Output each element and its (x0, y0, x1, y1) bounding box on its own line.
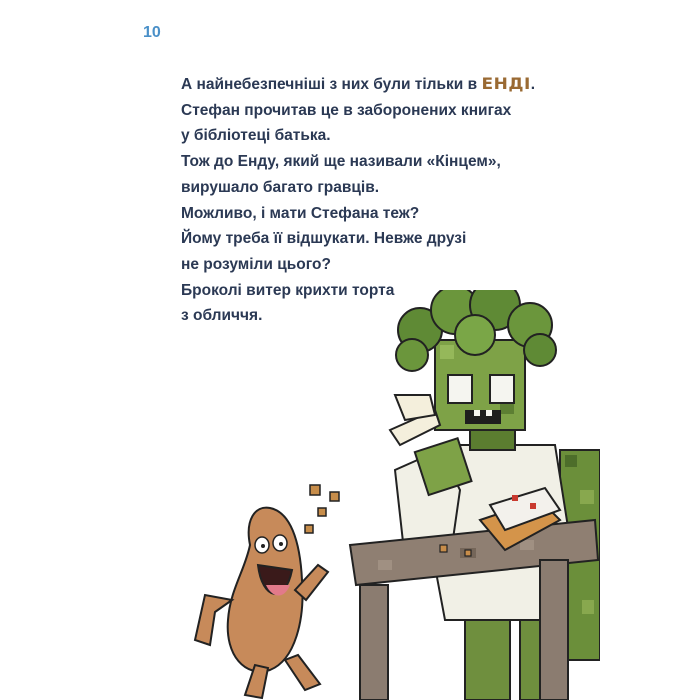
text-line-3: у бібліотеці батька. (181, 127, 331, 145)
illustration (170, 290, 600, 700)
text-line-1-end: . (530, 76, 536, 93)
text-line-4: Тож до Енду, який ще називали «Кінцем», (181, 153, 501, 171)
text-line-8: не розуміли цього? (181, 255, 331, 273)
page-number: 10 (143, 24, 161, 41)
potato-character (195, 508, 328, 698)
end-highlight-word: ЕНДІ (481, 74, 531, 94)
text-line-1 (181, 72, 541, 98)
text-line-6: Можливо, і мати Стефана теж? (181, 204, 420, 222)
text-line-7: Йому треба її відшукати. Невже друзі (181, 230, 467, 248)
text-line-1-start: А найнебезпечніші з них були тільки в (181, 76, 482, 93)
text-line-2: Стефан прочитав це в заборонених книгах (181, 101, 512, 119)
text-line-9: Броколі витер крихти торта (181, 281, 395, 299)
text-line-10: з обличчя. (181, 307, 263, 325)
text-line-5: вирушало багато гравців. (181, 178, 380, 196)
